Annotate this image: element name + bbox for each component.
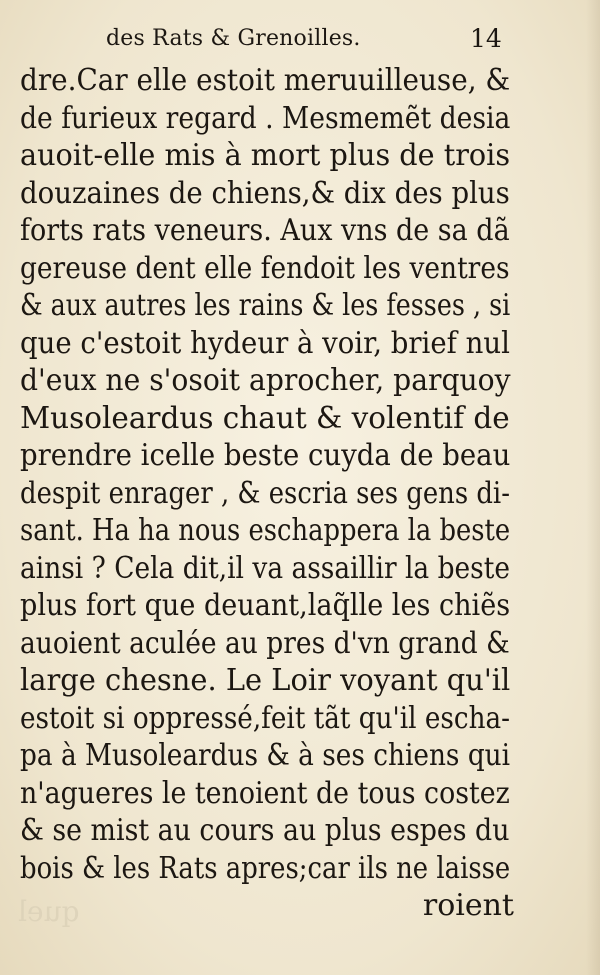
page-gutter-shadow: [586, 0, 600, 975]
text-line: Musoleardus chaut & volentif de: [20, 400, 510, 436]
text-line: d'eux ne s'osoit aprocher, parquoy: [20, 363, 511, 398]
text-line: bois & les Rats apres;car ils ne laisse: [20, 850, 511, 886]
text-line: despit enrager , & escria ses gens di-: [20, 475, 510, 511]
text-line: pa à Musoleardus & à ses chiens qui: [20, 738, 511, 773]
text-line: plus fort que deuant,laq̃lle les chiẽs: [20, 588, 511, 623]
text-line: & aux autres les rains & les fesses , si: [20, 288, 511, 323]
text-line: gereuse dent elle fendoit les ventres: [20, 250, 510, 286]
catchword: roient: [422, 888, 514, 923]
text-line: auoient aculée au pres d'vn grand &: [20, 625, 510, 661]
running-head: [0, 20, 600, 60]
body-text: [20, 62, 520, 925]
text-line: estoit si oppressé,feit tãt qu'il escha-: [20, 700, 510, 736]
text-line: dre.Car elle estoit meruuilleuse, &: [20, 63, 511, 98]
running-title: des Rats & Grenoilles.: [106, 26, 361, 51]
text-line: douzaines de chiens,& dix des plus: [20, 175, 510, 211]
text-line: auoit-elle mis à mort plus de trois: [20, 138, 511, 173]
text-line: forts rats veneurs. Aux vns de sa dã: [20, 213, 510, 248]
text-line: que c'estoit hydeur à voir, brief nul: [20, 325, 510, 361]
text-line: n'agueres le tenoient de tous costez: [20, 775, 510, 811]
text-line: ainsi ? Cela dit,il va assaillir la beste: [20, 550, 510, 586]
page-number: 14: [470, 24, 502, 53]
text-line: de furieux regard . Mesmemẽt desia: [20, 100, 511, 136]
text-line: large chesne. Le Loir voyant qu'il: [20, 663, 511, 698]
show-through-text: quel: [18, 895, 80, 928]
text-line: sant. Ha ha nous eschappera la beste: [20, 513, 511, 548]
text-line: prendre icelle beste cuyda de beau: [20, 438, 511, 473]
text-line: & se mist au cours au plus espes du: [20, 813, 510, 848]
